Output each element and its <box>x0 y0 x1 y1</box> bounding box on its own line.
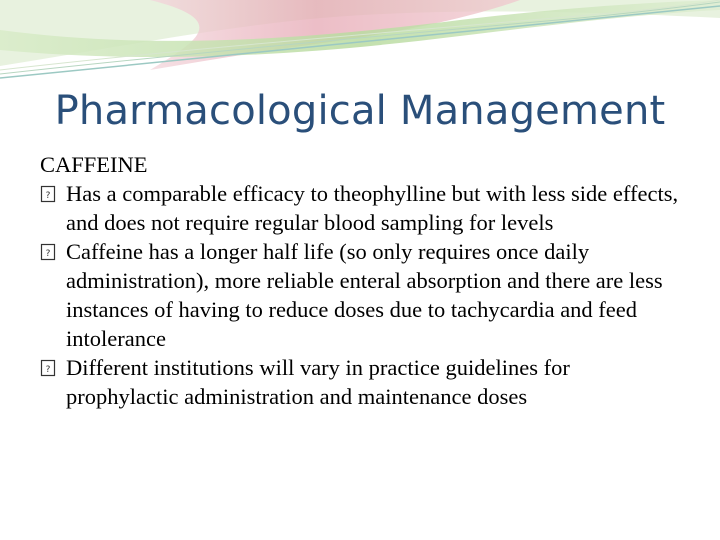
bullet-item <box>40 179 680 237</box>
box-bullet-icon <box>40 185 56 203</box>
svg-text:?: ? <box>45 249 51 259</box>
section-heading: CAFFEINE <box>40 152 148 177</box>
slide-title: Pharmacological Management <box>54 88 666 134</box>
header-wave-decoration <box>0 0 720 90</box>
svg-text:?: ? <box>45 365 51 375</box>
bullet-text: Has a comparable efficacy to theophylline but with less side effects, and does not require regular blood sampling for levels <box>66 181 679 235</box>
bullet-text: Different institutions will vary in practice guidelines for prophylactic administration and maintenance doses <box>66 355 570 409</box>
svg-text:?: ? <box>45 191 51 201</box>
box-bullet-icon <box>40 243 56 261</box>
slide-body <box>40 150 680 411</box>
bullet-item <box>40 353 680 411</box>
bullet-text: Caffeine has a longer half life (so only requires once daily administration), more reliable enteral absorption and there are less instances of having to reduce doses due to tachycardia and feed intolerance <box>66 239 663 351</box>
box-bullet-icon <box>40 359 56 377</box>
bullet-item <box>40 237 680 353</box>
